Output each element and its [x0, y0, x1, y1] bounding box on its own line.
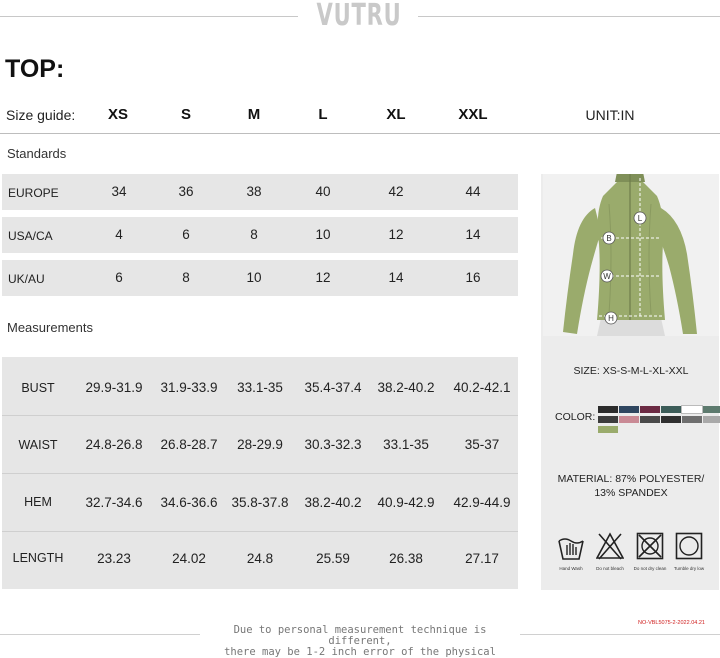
standards-cell: 6	[115, 270, 123, 285]
standards-cell: 16	[465, 270, 481, 285]
standards-name: USA/CA	[8, 229, 53, 243]
color-swatch	[703, 416, 720, 423]
jacket-illustration	[543, 174, 719, 336]
standards-cell: 34	[111, 184, 127, 199]
measurement-cell: 29.9-31.9	[85, 380, 143, 395]
hand-wash-icon	[557, 531, 585, 561]
measurement-cell: 24.8-26.8	[85, 437, 143, 452]
standards-name: UK/AU	[8, 272, 45, 286]
unit-label: UNIT:IN	[585, 107, 635, 123]
color-swatch	[640, 416, 660, 423]
standards-cell: 36	[178, 184, 194, 199]
standards-cell: 8	[182, 270, 190, 285]
do-not-dry-clean-icon	[636, 531, 664, 561]
measurement-cell: 30.3-32.3	[304, 437, 362, 452]
do-not-bleach-icon	[596, 531, 624, 561]
measurement-cell: 38.2-40.2	[304, 495, 362, 510]
standards-cell: 8	[250, 227, 258, 242]
measurement-cell: 24.8	[246, 551, 274, 566]
waist-marker-icon	[601, 270, 613, 282]
color-swatch	[598, 426, 618, 433]
header-divider	[0, 133, 720, 134]
measurement-cell: 28-29.9	[237, 437, 283, 452]
row-divider	[2, 473, 518, 474]
marker-label-b: B	[606, 234, 612, 243]
standards-cell: 44	[465, 184, 481, 199]
color-swatch	[682, 416, 702, 423]
measurement-cell: 33.1-35	[383, 437, 429, 452]
measurement-cell: 31.9-33.9	[160, 380, 218, 395]
size-header-l: L	[318, 106, 328, 123]
care-label-hand-wash: Hand Wash	[559, 566, 583, 571]
standards-cell: 10	[246, 270, 262, 285]
brand-header	[0, 0, 720, 34]
material-line-2: 13% SPANDEX	[594, 487, 668, 499]
measurement-name: WAIST	[18, 438, 58, 452]
color-swatch	[598, 416, 618, 423]
measurement-cell: 35-37	[464, 437, 500, 452]
measurement-cell: 33.1-35	[237, 380, 283, 395]
color-swatch	[619, 406, 639, 413]
standards-cell: 42	[388, 184, 404, 199]
standards-cell: 38	[246, 184, 262, 199]
footnote-line-2: there may be 1-2 inch error of the physical	[224, 646, 496, 658]
measurement-name: BUST	[21, 381, 55, 395]
measurement-cell: 32.7-34.6	[85, 495, 143, 510]
color-swatch	[682, 406, 702, 413]
size-header-xl: XL	[386, 106, 406, 123]
footnote-line-1: Due to personal measurement technique is different,	[233, 624, 487, 647]
marker-label-l: L	[637, 214, 643, 223]
standards-label: Standards	[7, 146, 67, 161]
measurement-cell: 35.8-37.8	[231, 495, 289, 510]
color-swatches	[598, 406, 710, 436]
color-label: COLOR:	[555, 411, 596, 423]
color-swatch	[640, 406, 660, 413]
bust-marker-icon	[603, 232, 615, 244]
measurement-cell: 23.23	[97, 551, 131, 566]
measurement-cell: 27.17	[465, 551, 499, 566]
standards-cell: 40	[315, 184, 331, 199]
brand-divider-left	[0, 16, 298, 17]
size-header-s: S	[180, 106, 191, 123]
size-header-m: M	[247, 106, 261, 123]
standards-cell: 12	[388, 227, 404, 242]
color-swatch	[703, 406, 720, 413]
size-guide-label: Size guide:	[6, 107, 76, 123]
standards-cell: 4	[115, 227, 123, 242]
size-header-xxl: XXL	[458, 106, 488, 123]
marker-label-w: W	[603, 272, 611, 281]
marker-label-h: H	[608, 314, 614, 323]
measurement-name: LENGTH	[12, 551, 64, 565]
standards-name: EUROPE	[8, 186, 59, 200]
measurement-cell: 38.2-40.2	[377, 380, 435, 395]
footer-divider-right	[520, 634, 720, 635]
size-range: SIZE: XS-S-M-L-XL-XXL	[573, 365, 689, 377]
row-divider	[2, 531, 518, 532]
measurements-label: Measurements	[7, 320, 93, 335]
standards-cell: 10	[315, 227, 331, 242]
standards-cell: 14	[465, 227, 481, 242]
standards-cell: 6	[182, 227, 190, 242]
color-swatch	[661, 406, 681, 413]
measurement-cell: 42.9-44.9	[453, 495, 511, 510]
tumble-dry-low-icon	[675, 531, 703, 561]
measurement-cell: 35.4-37.4	[304, 380, 362, 395]
measurement-cell: 26.38	[389, 551, 423, 566]
jacket-image	[543, 174, 719, 336]
measurement-cell: 26.8-28.7	[160, 437, 218, 452]
measurement-cell: 25.59	[316, 551, 350, 566]
measurement-cell: 34.6-36.6	[160, 495, 218, 510]
care-label-do-not-dry-clean: Do not dry clean	[633, 566, 667, 571]
brand-logo: VUTRU	[316, 0, 402, 33]
footer-divider-left	[0, 634, 200, 635]
length-marker-icon	[634, 212, 646, 224]
care-label-tumble-dry-low: Tumble dry low	[673, 566, 705, 571]
product-code: NO-VBL5075-2-2022.04.21	[638, 620, 705, 626]
row-divider	[2, 415, 518, 416]
standards-cell: 12	[315, 270, 331, 285]
footnote	[200, 625, 520, 658]
hem-marker-icon	[605, 312, 617, 324]
measurement-name: HEM	[24, 495, 52, 509]
page-title: TOP:	[5, 55, 65, 83]
color-swatch	[619, 416, 639, 423]
measurement-cell: 40.2-42.1	[453, 380, 511, 395]
color-swatch	[598, 406, 618, 413]
measurement-cell: 24.02	[172, 551, 206, 566]
size-header-xs: XS	[107, 106, 128, 123]
care-label-do-not-bleach: Do not bleach	[596, 566, 624, 571]
measurement-cell: 40.9-42.9	[377, 495, 435, 510]
color-swatch	[661, 416, 681, 423]
brand-divider-right	[418, 16, 720, 17]
material-line-1: MATERIAL: 87% POLYESTER/	[557, 473, 705, 485]
standards-cell: 14	[388, 270, 404, 285]
